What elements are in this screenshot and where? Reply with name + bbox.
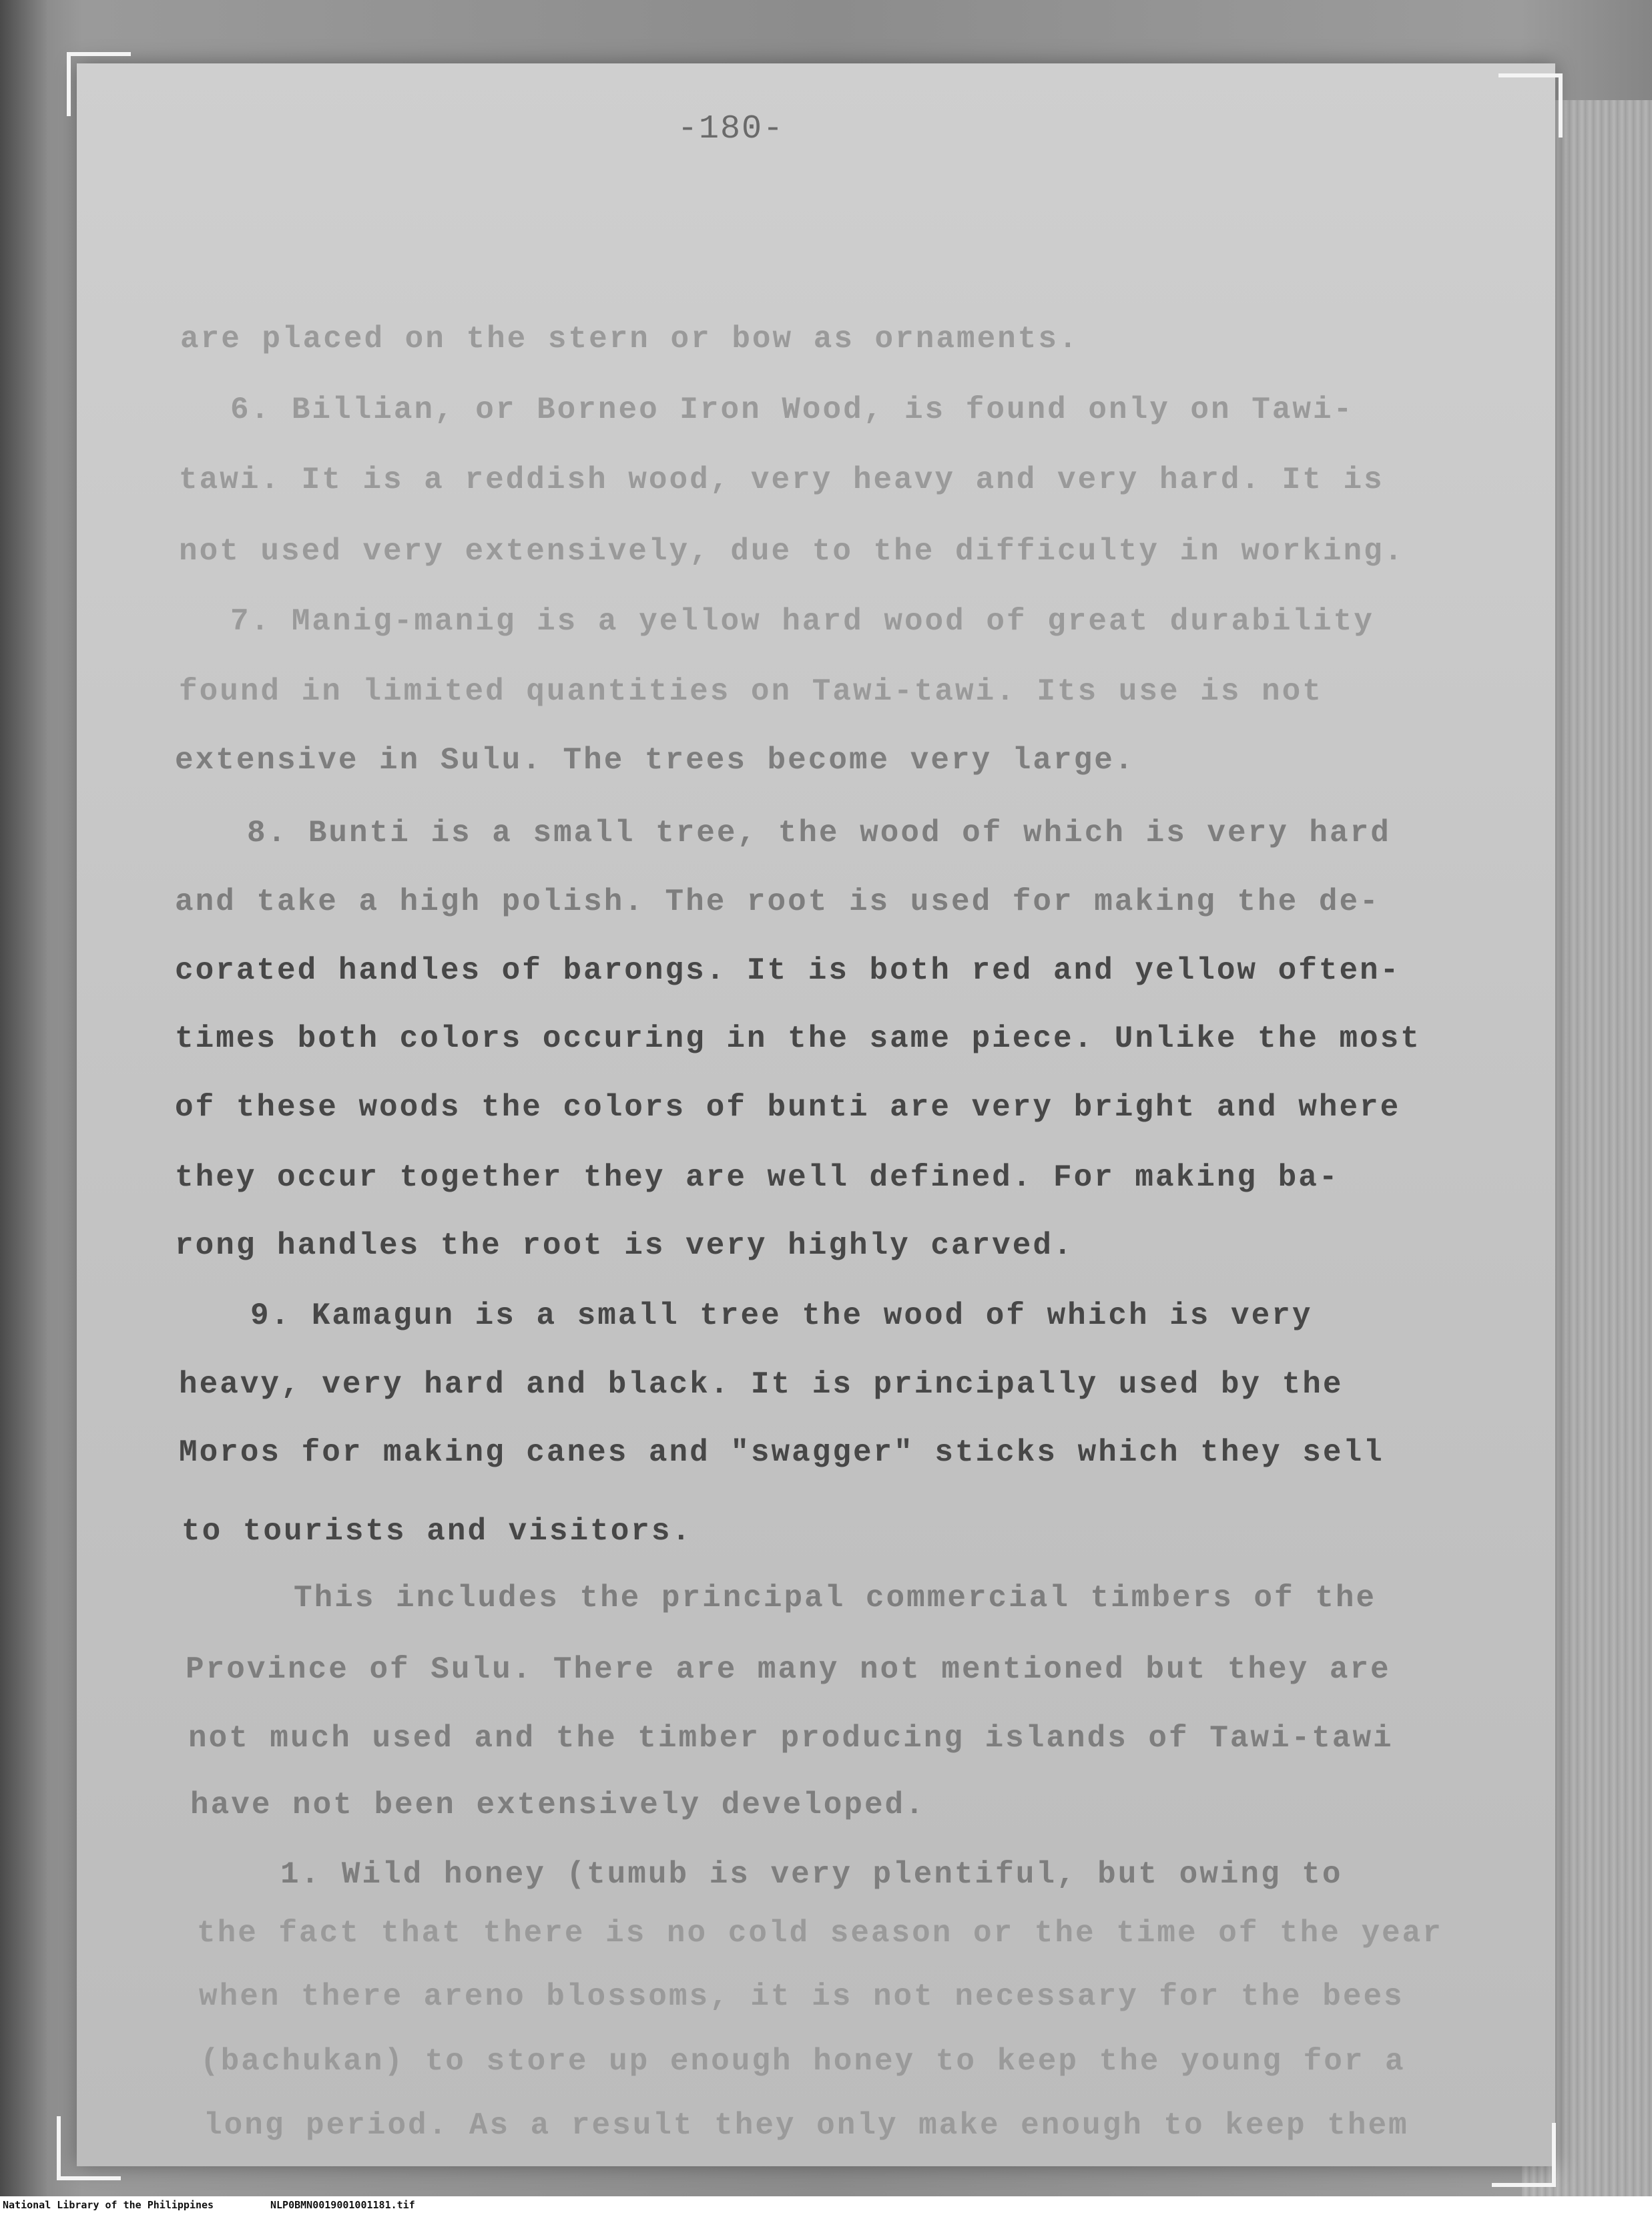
text-line: are placed on the stern or bow as ornaments. [180,322,1079,356]
text-line: found in limited quantities on Tawi-tawi. Its use is not [179,674,1323,709]
text-line: to tourists and visitors. [182,1514,693,1549]
text-line: and take a high polish. The root is used for making the de- [175,885,1380,919]
text-line: not used very extensively, due to the difficulty in working. [179,534,1405,569]
text-line: (bachukan) to store up enough honey to keep the young for a [200,2044,1406,2079]
crop-mark-top-right [1498,73,1563,138]
adjacent-page-edge [0,0,47,2196]
text-line: 6. Billian, or Borneo Iron Wood, is found only on Tawi- [230,393,1354,427]
text-line: 8. Bunti is a small tree, the wood of which is very hard [247,816,1391,850]
text-line: long period. As a result they only make enough to keep them [204,2108,1409,2143]
text-line: heavy, very hard and black. It is principally used by the [179,1367,1344,1402]
page-number: -180- [677,110,785,148]
text-line: Moros for making canes and "swagger" sticks which they sell [179,1435,1384,1470]
text-line: rong handles the root is very highly carved. [175,1228,1074,1263]
crop-mark-bottom-right [1492,2123,1556,2187]
text-line: 7. Manig-manig is a yellow hard wood of great durability [230,604,1374,639]
text-line: times both colors occuring in the same piece. Unlike the most [175,1021,1421,1056]
filename-label: NLP0BMN0019001001181.tif [270,2199,415,2211]
text-line: when there areno blossoms, it is not necessary for the bees [199,1979,1404,2014]
text-line: of these woods the colors of bunti are very bright and where [175,1090,1401,1125]
crop-mark-bottom-left [57,2116,121,2180]
institution-label: National Library of the Philippines [3,2199,214,2211]
text-line: extensive in Sulu. The trees become very large. [175,743,1135,778]
text-line: the fact that there is no cold season or the time of the year [197,1916,1443,1951]
text-line: not much used and the timber producing islands of Tawi-tawi [188,1721,1394,1756]
crop-mark-top-left [67,52,131,116]
text-line: Province of Sulu. There are many not mentioned but they are [186,1652,1391,1687]
text-line: they occur together they are well defined. For making ba- [175,1160,1340,1195]
text-line: tawi. It is a reddish wood, very heavy and very hard. It is [179,463,1384,497]
text-line: 9. Kamagun is a small tree the wood of which is very [250,1298,1313,1333]
text-line: corated handles of barongs. It is both red and yellow often- [175,953,1401,988]
text-line: have not been extensively developed. [190,1788,926,1822]
footer-bar [0,2196,1652,2213]
text-line: This includes the principal commercial timbers of the [294,1581,1377,1616]
text-line: 1. Wild honey (tumub is very plentiful, but owing to [280,1857,1343,1892]
